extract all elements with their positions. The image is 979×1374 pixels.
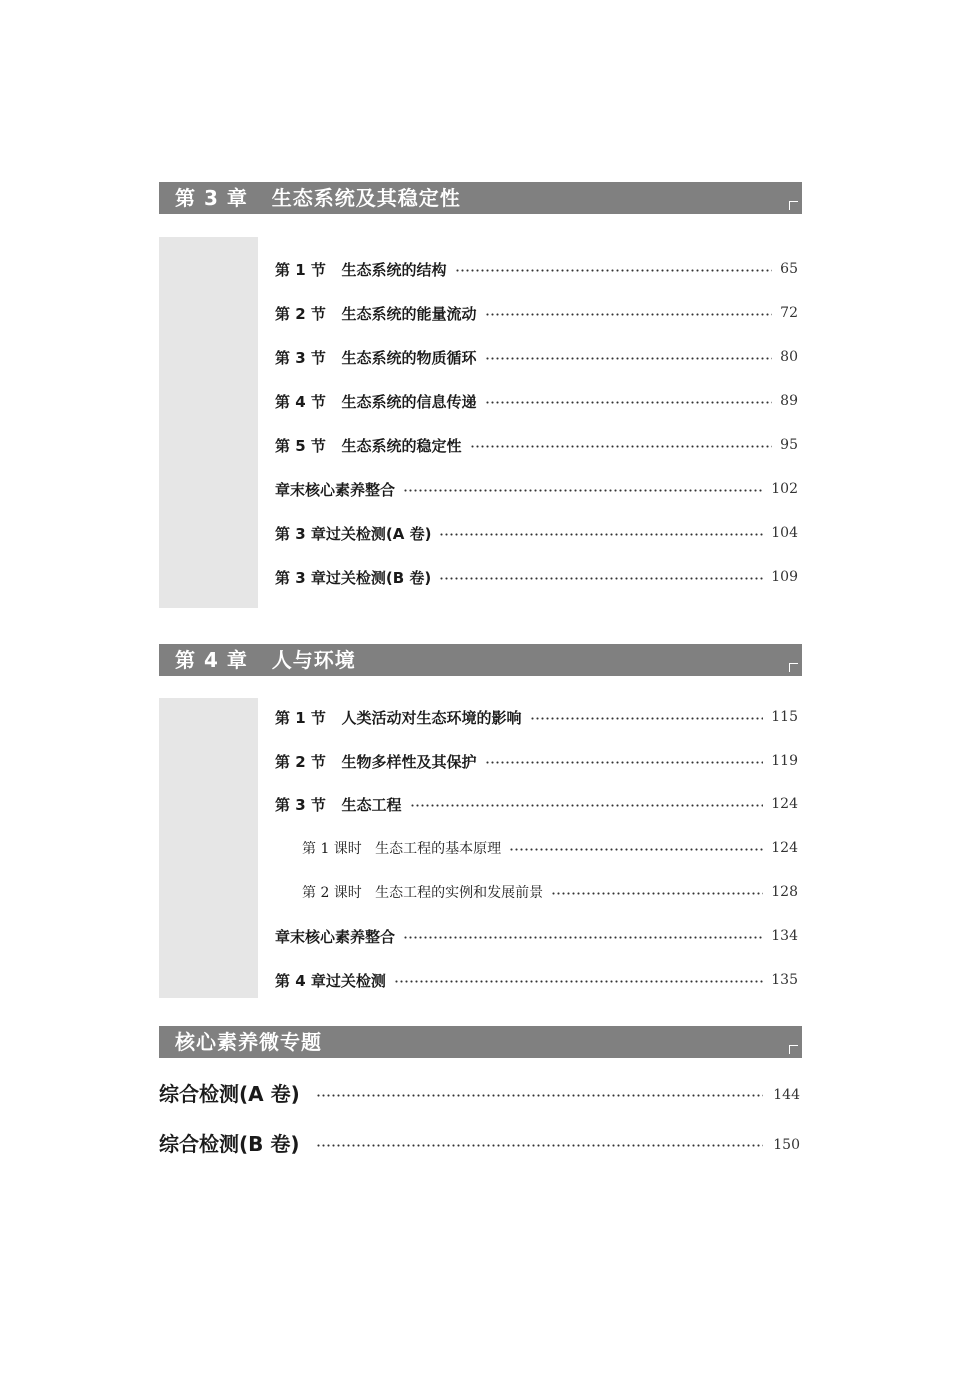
- dot-leader: [509, 848, 763, 851]
- page-number: 95: [780, 437, 798, 453]
- chapter3-banner: [159, 182, 802, 214]
- toc-entry[interactable]: [275, 477, 798, 501]
- entry-title: 第 4 节 生态系统的信息传递: [275, 392, 477, 411]
- dot-leader: [485, 761, 764, 764]
- toc-entry[interactable]: [275, 433, 798, 457]
- page-number: 135: [771, 972, 798, 988]
- chapter3-title: 第 3 章 生态系统及其稳定性: [175, 186, 461, 210]
- entry-title: 第 3 章过关检测(B 卷): [275, 568, 432, 587]
- page-number: 144: [773, 1087, 800, 1103]
- corner-mark: [789, 1045, 798, 1054]
- page-number: 89: [780, 393, 798, 409]
- toc-entry[interactable]: [275, 345, 798, 369]
- side-bar: [159, 237, 258, 608]
- page-number: 115: [771, 709, 798, 725]
- entry-title: 第 5 节 生态系统的稳定性: [275, 436, 462, 455]
- page-number: 72: [780, 305, 798, 321]
- page-number: 128: [771, 884, 798, 900]
- entry-title: 第 3 节 生态系统的物质循环: [275, 348, 477, 367]
- entry-title: 第 1 课时 生态工程的基本原理: [302, 841, 502, 857]
- dot-leader: [455, 269, 773, 272]
- dot-leader: [316, 1094, 764, 1097]
- entry-title: 第 2 课时 生态工程的实例和发展前景: [302, 885, 544, 901]
- toc-entry[interactable]: [275, 257, 798, 281]
- entry-title: 综合检测(A 卷): [159, 1081, 300, 1106]
- chapter4-banner: [159, 644, 802, 676]
- toc-entry[interactable]: [275, 565, 798, 589]
- entry-title: 章末核心素养整合: [275, 480, 396, 499]
- entry-title: 第 2 节 生物多样性及其保护: [275, 752, 477, 771]
- dot-leader: [394, 980, 763, 983]
- page-number: 150: [773, 1137, 800, 1153]
- page-number: 134: [771, 928, 798, 944]
- dot-leader: [403, 936, 763, 939]
- toc-subentry[interactable]: [302, 880, 798, 904]
- dot-leader: [316, 1144, 764, 1147]
- dot-leader: [410, 804, 764, 807]
- dot-leader: [470, 445, 773, 448]
- page-number: 109: [771, 569, 798, 585]
- dot-leader: [403, 489, 763, 492]
- toc-entry[interactable]: [275, 389, 798, 413]
- final-test-entry[interactable]: [159, 1127, 800, 1157]
- dot-leader: [551, 892, 763, 895]
- page-number: 124: [771, 796, 798, 812]
- page-number: 65: [780, 261, 798, 277]
- toc-entry[interactable]: [275, 749, 798, 773]
- toc-entry[interactable]: [275, 705, 798, 729]
- entry-title: 第 3 节 生态工程: [275, 795, 402, 814]
- page-number: 119: [771, 753, 798, 769]
- topics-banner: [159, 1026, 802, 1058]
- dot-leader: [439, 577, 763, 580]
- toc-entry[interactable]: [275, 792, 798, 816]
- dot-leader: [530, 717, 764, 720]
- corner-mark: [789, 663, 798, 672]
- chapter4-toc: [159, 698, 802, 998]
- entry-title: 章末核心素养整合: [275, 927, 396, 946]
- side-bar: [159, 698, 258, 998]
- dot-leader: [485, 401, 773, 404]
- entry-title: 第 1 节 人类活动对生态环境的影响: [275, 708, 522, 727]
- entry-title: 第 2 节 生态系统的能量流动: [275, 304, 477, 323]
- entry-title: 综合检测(B 卷): [159, 1131, 300, 1156]
- toc-entry[interactable]: [275, 301, 798, 325]
- final-test-entry[interactable]: [159, 1077, 800, 1107]
- page-number: 104: [771, 525, 798, 541]
- toc-entry[interactable]: [275, 521, 798, 545]
- toc-entry[interactable]: [275, 924, 798, 948]
- dot-leader: [485, 357, 773, 360]
- topics-title: 核心素养微专题: [175, 1030, 322, 1054]
- corner-mark: [789, 201, 798, 210]
- dot-leader: [439, 533, 763, 536]
- page-number: 102: [771, 481, 798, 497]
- chapter4-title: 第 4 章 人与环境: [175, 648, 356, 672]
- toc-entry[interactable]: [275, 968, 798, 992]
- toc-subentry[interactable]: [302, 836, 798, 860]
- dot-leader: [485, 313, 773, 316]
- entry-title: 第 1 节 生态系统的结构: [275, 260, 447, 279]
- entry-title: 第 3 章过关检测(A 卷): [275, 524, 432, 543]
- page-number: 124: [771, 840, 798, 856]
- chapter3-toc: [159, 237, 802, 608]
- entry-title: 第 4 章过关检测: [275, 971, 386, 990]
- page-number: 80: [780, 349, 798, 365]
